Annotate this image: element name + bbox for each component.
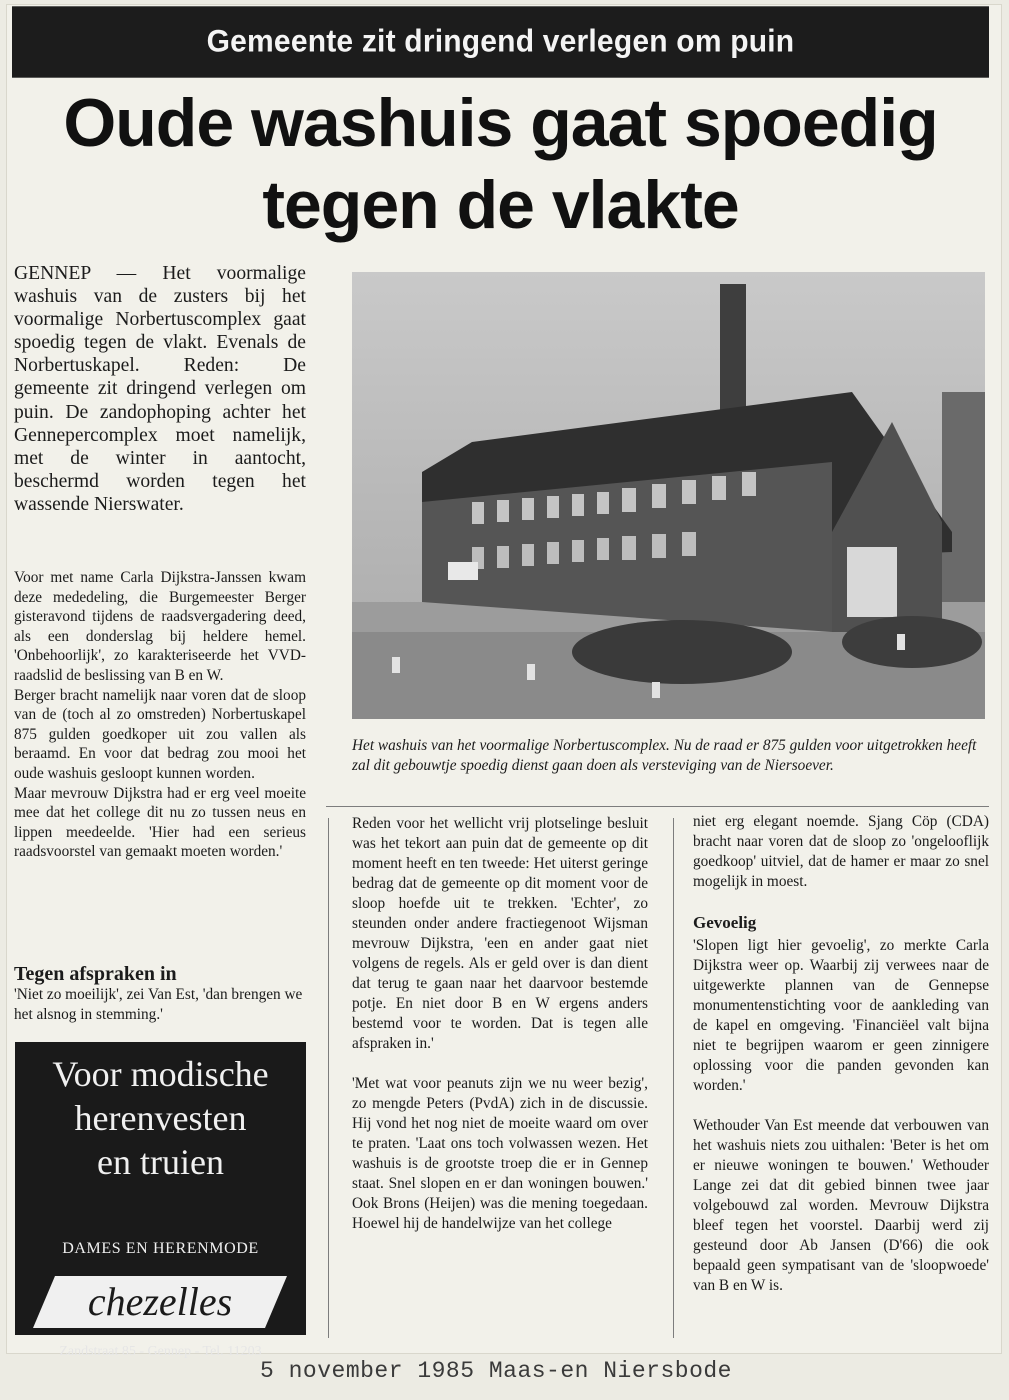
column-divider xyxy=(328,818,329,1338)
ad-slogan xyxy=(15,1052,306,1184)
left-paragraph: Maar mevrouw Dijkstra had er erg veel moeite mee dat het college dit nu zo tussen neus en lippen meedeelde. 'Hier had een serieus raadsvoorstel van gemaakt moeten worden.' xyxy=(14,784,306,861)
headline-line-2: tegen de vlakte xyxy=(262,167,739,243)
col2-paragraph: Reden voor het wellicht vrij plotselinge besluit was het tekort aan puin dat de gemeente op dit moment heeft en ten tweede: Het uiterst geringe bedrag dat de gemeente op dit moment voor de sloop hoefde uit te trekken. 'Echter', zo steunden onder andere fractiegenoot Wijsman mevrouw Dijkstra, 'een en ander gaat niet volgens de regels. Als er geld over is dan dient dat terug te gaan naar het daarvoor bestemde potje. En niet door B en W ergens anders bestemd voor te worden. Dat is tegen alle afspraken in.' xyxy=(352,815,648,1052)
kicker-text: Gemeente zit dringend verlegen om puin xyxy=(206,24,795,59)
column-3 xyxy=(693,812,989,1316)
lead-paragraph: GENNEP — Het voormalige washuis van de zusters bij het voormalige Norbertuscomplex gaat spoedig tegen de vlakt. Evenals de Norbertuskapel. Reden: De gemeente zit dringend verlegen om puin. De zandophoping achter het Gennepercomplex moet namelijk, met de winter in aantocht, beschermd worden tegen het wassende Nierswater. xyxy=(14,263,306,515)
col3-paragraph: 'Slopen ligt hier gevoelig', zo merkte Carla Dijkstra weer op. Waarbij zij verwees naar de uitgewerkte plannen van de Gennepse monumentenstichting voor de aankleding van de kapel en omgeving. 'Financiëel valt bijna niet te begrijpen waarom er geen zinnigere oplossing voor die panden gevonden kan worden.' xyxy=(693,937,989,1094)
col3-paragraph: niet erg elegant noemde. Sjang Cöp (CDA) bracht naar voren dat de sloop zo 'ongelooflijk goedkoop' uitviel, dat de hamer er maar zo snel mogelijk in moest. xyxy=(693,813,989,890)
photo-caption: Het washuis van het voormalige Norbertuscomplex. Nu de raad er 875 gulden voor uitgetrokken heeft zal dit gebouwtje spoedig dienst gaan doen als versteviging van de Niersoever. xyxy=(352,737,977,774)
building-illustration xyxy=(352,272,985,719)
headline xyxy=(12,82,989,246)
headline-line-1: Oude washuis gaat spoedig xyxy=(63,85,938,161)
ad-address: Zandstraat 85 - Gennep - Tel. 11203 xyxy=(59,1344,262,1359)
col3-paragraph: Wethouder Van Est meende dat verbouwen van het washuis niets zou uithalen: 'Beter is het om er nieuwe woningen te bouwen.' Wethouder Lange zei dat dit gebied binnen twee jaar volgebouwd zal worden. Mevrouw Dijkstra bleef tegen het voorstel. Daarbij werd zij gesteund door Ab Jansen (D'66) die ook bepaald geen sympatisant van de 'sloopwoede' van B en W is. xyxy=(693,1117,989,1294)
column-divider xyxy=(673,818,674,1338)
left-paragraph: Voor met name Carla Dijkstra-Janssen kwam deze mededeling, die Burgemeester Berger gisteravond tijdens de raadsvergadering deed, als een donderslag bij heldere hemel. 'Onbehoorlijk', zo karakteriseerde het VVD-raadslid de beslissing van B en W. xyxy=(14,569,306,684)
left-column-body-2: 'Niet zo moeilijk', zei Van Est, 'dan brengen we het alsnog in stemming.' xyxy=(14,986,303,1023)
col2-paragraph: 'Met wat voor peanuts zijn we nu weer bezig', zo mengde Peters (PvdA) zich in de discussie. Hij vond het nog niet de moeite waard om over te praten. 'Laat ons toch volwassen wezen. Het washuis is de grootste troep die er in Gennep staat. Snel slopen en er dan woningen bouwen.' Ook Brons (Heijen) was die mening toegedaan. Hoewel hij de handelwijze van het college xyxy=(352,1075,648,1232)
caption-divider xyxy=(326,806,989,807)
ad-slogan-line: Voor modische xyxy=(52,1054,269,1094)
ad-brand-name: chezelles xyxy=(87,1279,233,1324)
left-column-body xyxy=(14,568,306,862)
ad-slogan-line: herenvesten xyxy=(74,1098,247,1138)
advertisement xyxy=(15,1042,306,1359)
column-2 xyxy=(352,814,648,1254)
subhead-tegen-afspraken: Tegen afspraken in xyxy=(14,963,177,985)
washhouse-photo xyxy=(352,272,985,719)
left-paragraph: Berger bracht namelijk naar voren dat de sloop van de (toch al zo omstreden) Norbertuskapel 875 gulden goedkoper uit zou vallen als beraamd. En voor dat bedrag zou mooi het oude washuis gesloopt kunnen worden. xyxy=(14,686,306,782)
source-stamp: 5 november 1985 Maas-en Niersbode xyxy=(260,1358,732,1384)
subhead-gevoelig: Gevoelig xyxy=(693,913,757,932)
ad-department: DAMES EN HERENMODE xyxy=(62,1240,259,1257)
ad-slogan-line: en truien xyxy=(97,1142,224,1182)
kicker-banner xyxy=(12,6,989,77)
